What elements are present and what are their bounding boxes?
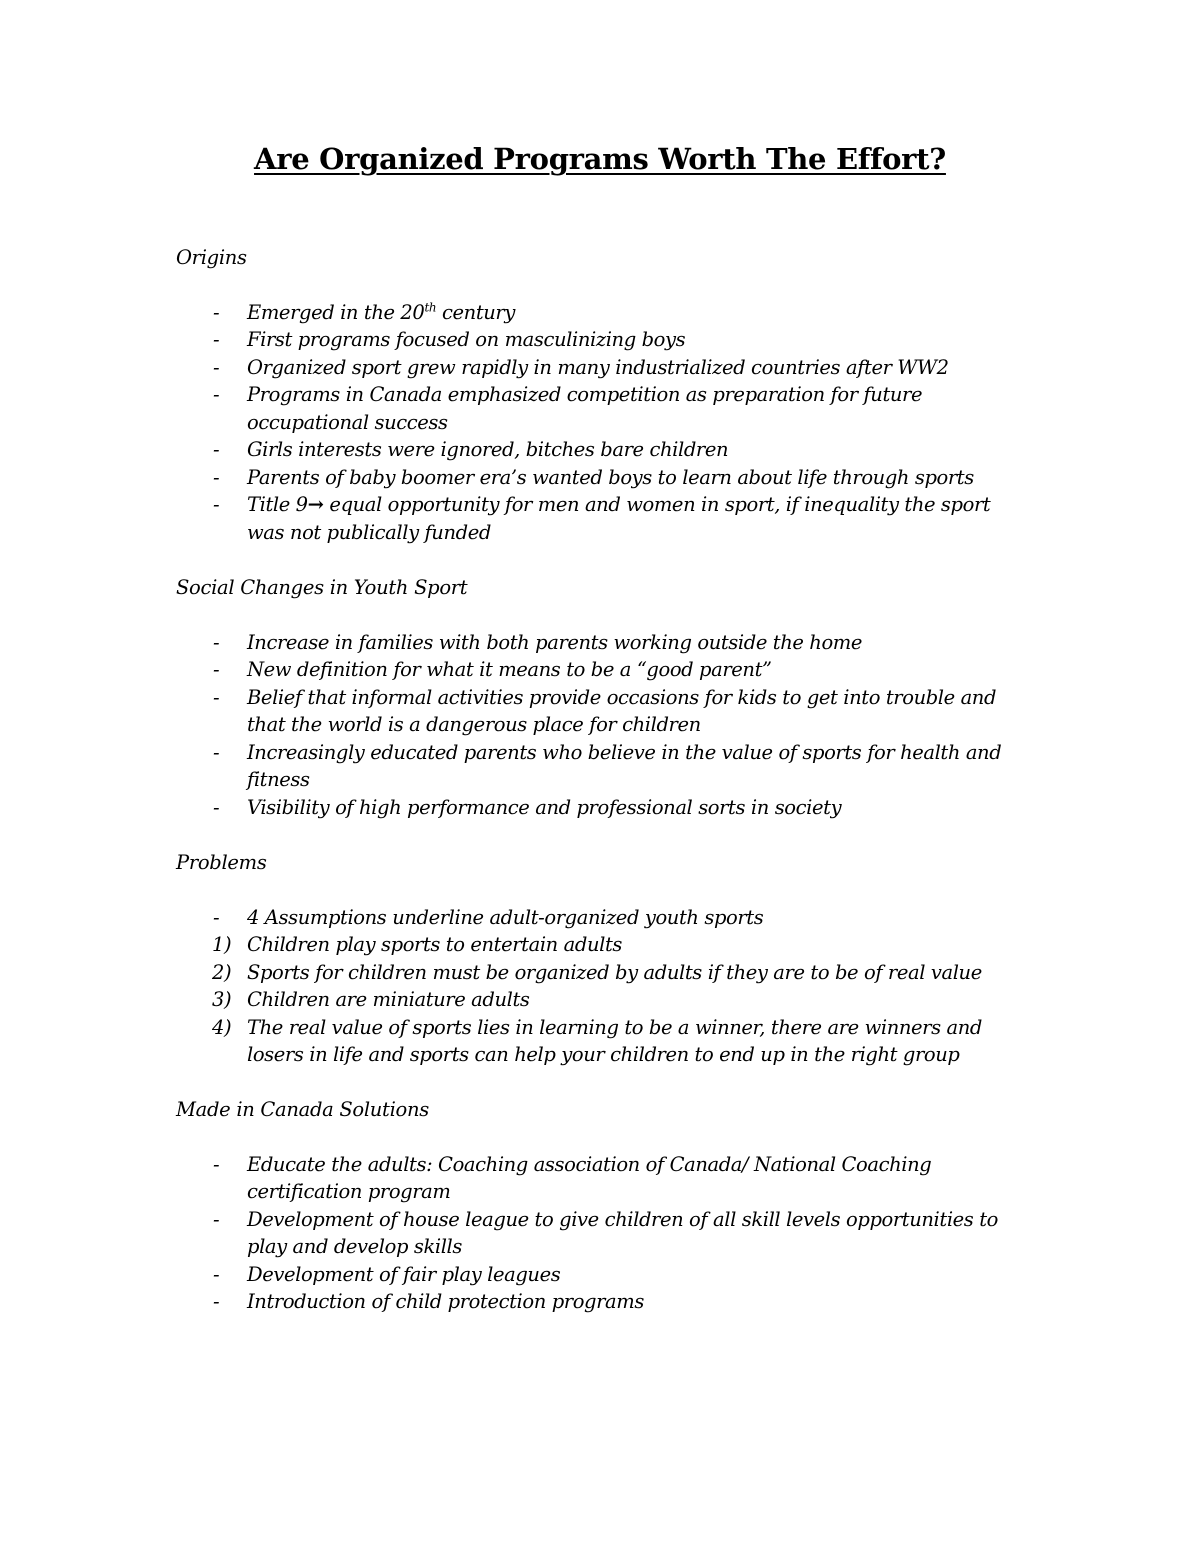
list-marker: - bbox=[213, 383, 220, 406]
list-marker: - bbox=[213, 1290, 220, 1313]
list-marker: - bbox=[213, 465, 220, 489]
item-text: Children are miniature adults bbox=[247, 988, 530, 1011]
list-marker: - bbox=[213, 1207, 220, 1231]
list-item bbox=[176, 986, 1027, 1014]
list-item bbox=[176, 931, 1027, 959]
list-number: 2) bbox=[212, 960, 232, 984]
page-title: Are Organized Programs Worth The Effort? bbox=[254, 142, 946, 176]
list-item bbox=[176, 1014, 1027, 1069]
item-text: Belief that informal activities provide occasions for kids to get into trouble and that the world is a dangerous place for children bbox=[247, 685, 997, 736]
item-text: century bbox=[436, 300, 515, 324]
list-item bbox=[176, 1151, 1027, 1206]
list-marker: - bbox=[213, 795, 220, 819]
list-marker: - bbox=[213, 1152, 220, 1176]
list-item bbox=[176, 299, 1027, 327]
list-item bbox=[176, 656, 1027, 684]
item-text: Sports for children must be organized by adults if they are to be of real value bbox=[247, 960, 982, 984]
list-marker: - bbox=[213, 630, 220, 654]
list-item bbox=[176, 684, 1027, 739]
list-item bbox=[176, 739, 1027, 794]
list-marker: - bbox=[213, 740, 220, 764]
list-item bbox=[176, 326, 1027, 354]
list-item bbox=[176, 1261, 1027, 1289]
list-marker: - bbox=[213, 493, 220, 516]
item-text: First programs focused on masculinizing boys bbox=[247, 328, 686, 351]
list-item bbox=[176, 794, 1027, 822]
list-item bbox=[176, 1206, 1027, 1261]
list-marker: - bbox=[213, 658, 220, 681]
list-item bbox=[176, 1288, 1027, 1316]
list-item bbox=[176, 464, 1027, 492]
list-marker: - bbox=[213, 1262, 220, 1286]
item-text: Parents of baby boomer era’s wanted boys to learn about life through sports bbox=[247, 465, 974, 489]
section-heading: Made in Canada Solutions bbox=[176, 1098, 429, 1121]
list-item bbox=[176, 354, 1027, 382]
section-problems bbox=[176, 849, 1076, 1069]
bullet-list bbox=[176, 1151, 1076, 1316]
list-marker: - bbox=[213, 905, 220, 929]
list-item bbox=[176, 959, 1027, 987]
numbered-list bbox=[176, 904, 1076, 1069]
list-item bbox=[176, 491, 1027, 546]
item-text: Title 9 bbox=[247, 493, 308, 516]
list-item bbox=[176, 904, 1027, 932]
list-number: 1) bbox=[212, 933, 232, 956]
bullet-list bbox=[176, 299, 1076, 547]
item-text: Increasingly educated parents who believe in the value of sports for health and fitness bbox=[247, 740, 1002, 791]
item-text: Development of fair play leagues bbox=[247, 1262, 561, 1286]
list-item bbox=[176, 629, 1027, 657]
section-solutions bbox=[176, 1096, 1076, 1316]
item-text: Organized sport grew rapidly in many industrialized countries after WW2 bbox=[247, 355, 949, 379]
item-text: Increase in families with both parents working outside the home bbox=[247, 630, 863, 654]
list-number: 4) bbox=[212, 1015, 232, 1039]
list-marker: - bbox=[213, 328, 220, 351]
item-text: New definition for what it means to be a “good parent” bbox=[247, 658, 772, 681]
section-heading: Origins bbox=[176, 246, 247, 269]
item-text: equal opportunity for men and women in sport, if inequality the sport was not publically funded bbox=[247, 493, 991, 544]
list-marker: - bbox=[213, 300, 220, 324]
item-text: Programs in Canada emphasized competition as preparation for future occupational success bbox=[247, 383, 923, 434]
item-text: Introduction of child protection programs bbox=[247, 1290, 644, 1313]
superscript: th bbox=[424, 300, 437, 314]
section-heading: Social Changes in Youth Sport bbox=[176, 576, 468, 599]
list-item bbox=[176, 436, 1027, 464]
list-marker: - bbox=[213, 685, 220, 709]
item-text: Children play sports to entertain adults bbox=[247, 933, 622, 956]
item-text: The real value of sports lies in learning to be a winner, there are winners and losers in life and sports can help your children to end up in the right group bbox=[247, 1015, 982, 1066]
section-heading: Problems bbox=[176, 851, 267, 874]
arrow-right-icon: → bbox=[307, 493, 324, 516]
item-text: Emerged in the 20 bbox=[247, 300, 425, 324]
item-text: Educate the adults: Coaching association of Canada/ National Coaching certification program bbox=[247, 1152, 932, 1203]
bullet-list bbox=[176, 629, 1076, 822]
list-item bbox=[176, 381, 1027, 436]
list-marker: - bbox=[213, 438, 220, 461]
list-marker: - bbox=[213, 355, 220, 379]
item-text: Development of house league to give children of all skill levels opportunities to play and develop skills bbox=[247, 1207, 998, 1258]
section-social-changes bbox=[176, 574, 1076, 821]
list-number: 3) bbox=[212, 988, 232, 1011]
section-origins bbox=[176, 244, 1076, 546]
item-text: 4 Assumptions underline adult-organized youth sports bbox=[247, 905, 764, 929]
item-text: Visibility of high performance and professional sorts in society bbox=[247, 795, 842, 819]
item-text: Girls interests were ignored, bitches bare children bbox=[247, 438, 729, 461]
